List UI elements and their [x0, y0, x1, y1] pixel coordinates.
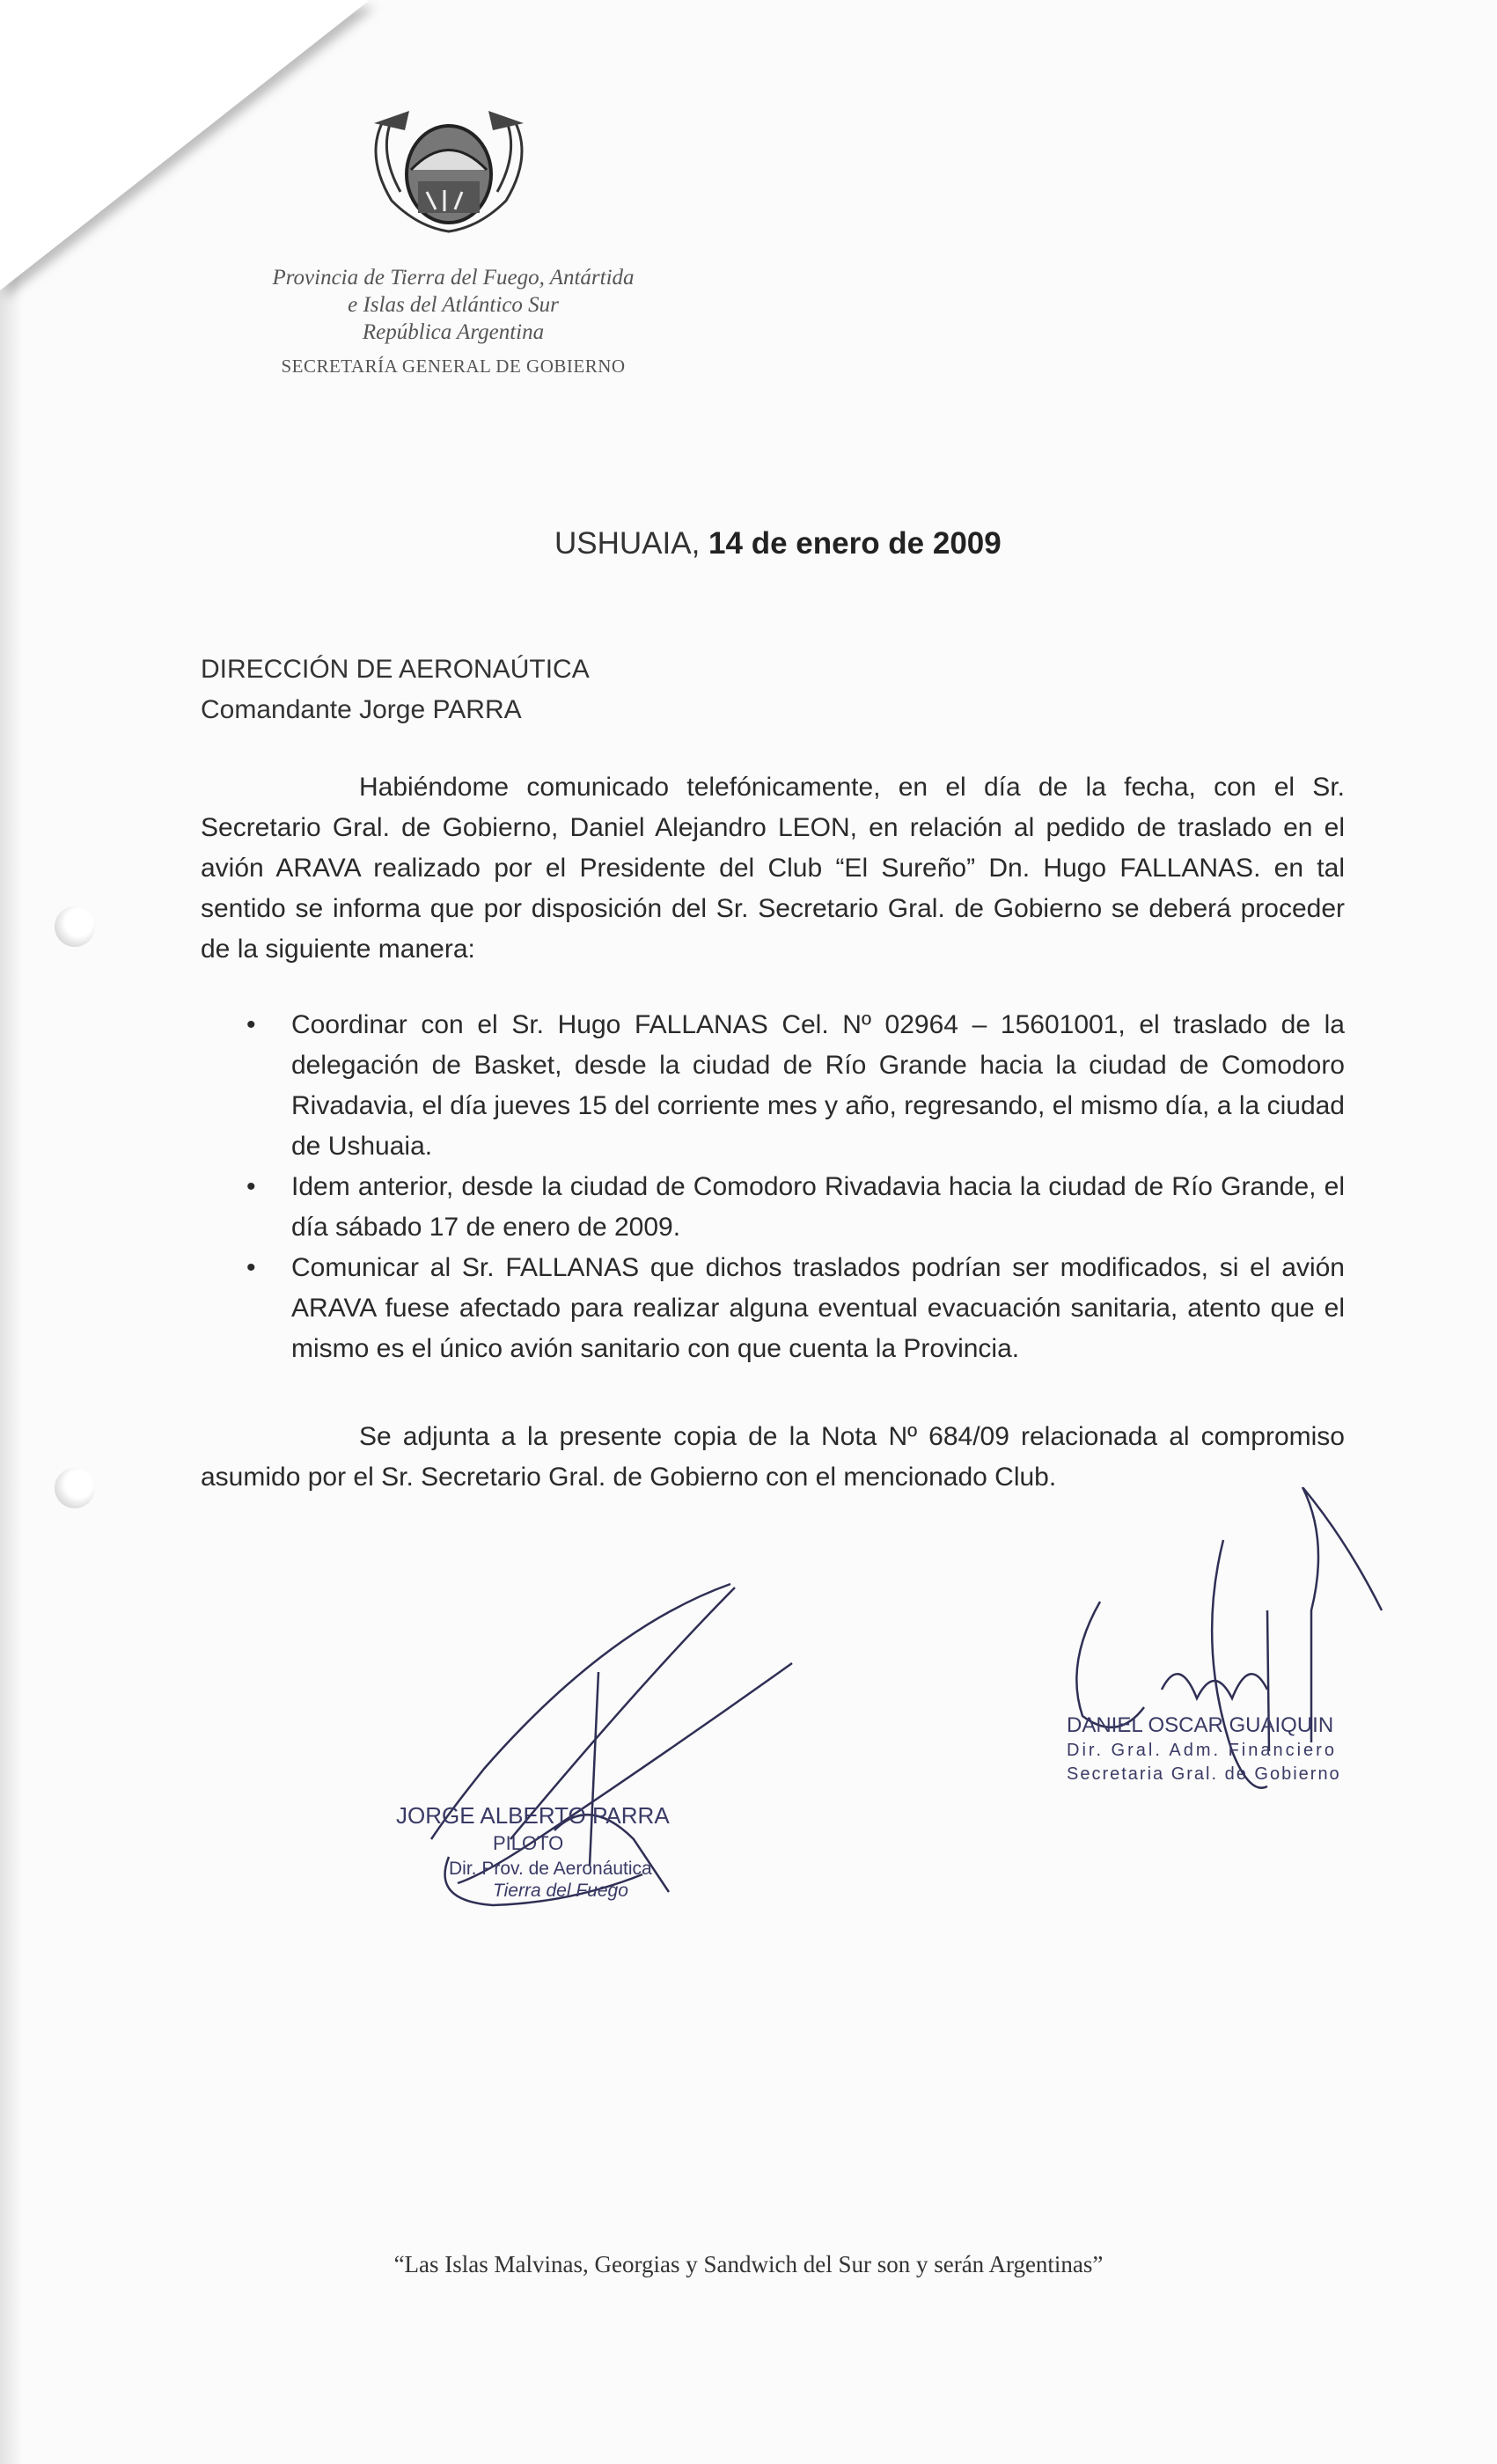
date-value: 14 de enero de 2009 — [708, 526, 1002, 561]
list-item-text: Coordinar con el Sr. Hugo FALLANAS Cel. Nº 02964 – 15601001, el traslado de la delegación de Basket, desde la ciudad de Río Grande hacia la ciudad de Comodoro Rivadavia, el día jueves 15 del corriente mes y año, regresando, el mismo día, a la ciudad de Ushuaia. — [291, 1010, 1345, 1161]
bullet-icon: • — [246, 1172, 256, 1201]
list-item-text: Idem anterior, desde la ciudad de Comodoro Rivadavia hacia la ciudad de Río Grande, el día sábado 17 de enero de 2009. — [291, 1172, 1345, 1242]
signature-right — [1047, 1487, 1399, 1857]
date-place: USHUAIA, — [554, 526, 701, 561]
list-item — [201, 1005, 1345, 1167]
stamp-role: Dir. Prov. de Aeronáutica — [449, 1859, 652, 1879]
bullet-icon: • — [246, 1010, 256, 1039]
stamp-name: JORGE ALBERTO PARRA — [396, 1802, 670, 1829]
province-name-line: e Islas del Atlántico Sur — [348, 293, 559, 317]
list-item-text: Comunicar al Sr. FALLANAS que dichos traslados podrían ser modificados, si el avión ARAVA fuese afectado para realizar alguna eventual evacuación sanitaria, atento que el mismo es el único avión sanitario con que cuenta la Provincia. — [291, 1253, 1345, 1363]
list-item — [201, 1248, 1345, 1369]
list-item — [201, 1167, 1345, 1248]
footer-motto: “Las Islas Malvinas, Georgias y Sandwich del Sur son y serán Argentinas” — [393, 2251, 1104, 2277]
stamp-name: DANIEL OSCAR GUAIQUIN — [1067, 1713, 1334, 1737]
country-name-line: República Argentina — [362, 320, 545, 344]
document-date — [554, 526, 1002, 561]
signature-left — [378, 1575, 801, 1927]
stamp-org: Tierra del Fuego — [493, 1881, 628, 1901]
page-edge-shadow — [0, 224, 23, 2464]
recipient-line: DIRECCIÓN DE AERONAÚTICA — [201, 655, 590, 684]
punch-hole — [55, 1468, 95, 1508]
body-paragraph: Habiéndome comunicado telefónicamente, en el día de la fecha, con el Sr. Secretario Gral. de Gobierno, Daniel Alejandro LEON, en relación al pedido de traslado en el avión ARAVA realizado por el Presidente del Club “El Sureño” Dn. Hugo FALLANAS. en tal sentido se informa que por disposición del Sr. Secretario Gral. de Gobierno se deberá proceder de la siguiente manera: — [201, 773, 1345, 964]
stamp-title: Dir. Gral. Adm. Financiero — [1067, 1741, 1337, 1760]
instruction-list — [201, 1005, 1345, 1369]
stamp-title: PILOTO — [493, 1832, 564, 1854]
bullet-icon: • — [246, 1253, 256, 1282]
province-name-line: Provincia de Tierra del Fuego, Antártida — [272, 266, 635, 290]
stamp-org: Secretaria Gral. de Gobierno — [1067, 1764, 1341, 1784]
recipient-line: Comandante Jorge PARRA — [201, 695, 522, 724]
body-paragraph: Se adjunta a la presente copia de la Nota Nº 684/09 relacionada al compromiso asumido por el Sr. Secretario Gral. de Gobierno con el mencionado Club. — [201, 1422, 1345, 1492]
provincial-crest-icon — [356, 104, 541, 236]
folded-corner — [0, 0, 370, 290]
secretaria-label: SECRETARÍA GENERAL DE GOBIERNO — [281, 356, 626, 377]
punch-hole — [55, 906, 95, 947]
